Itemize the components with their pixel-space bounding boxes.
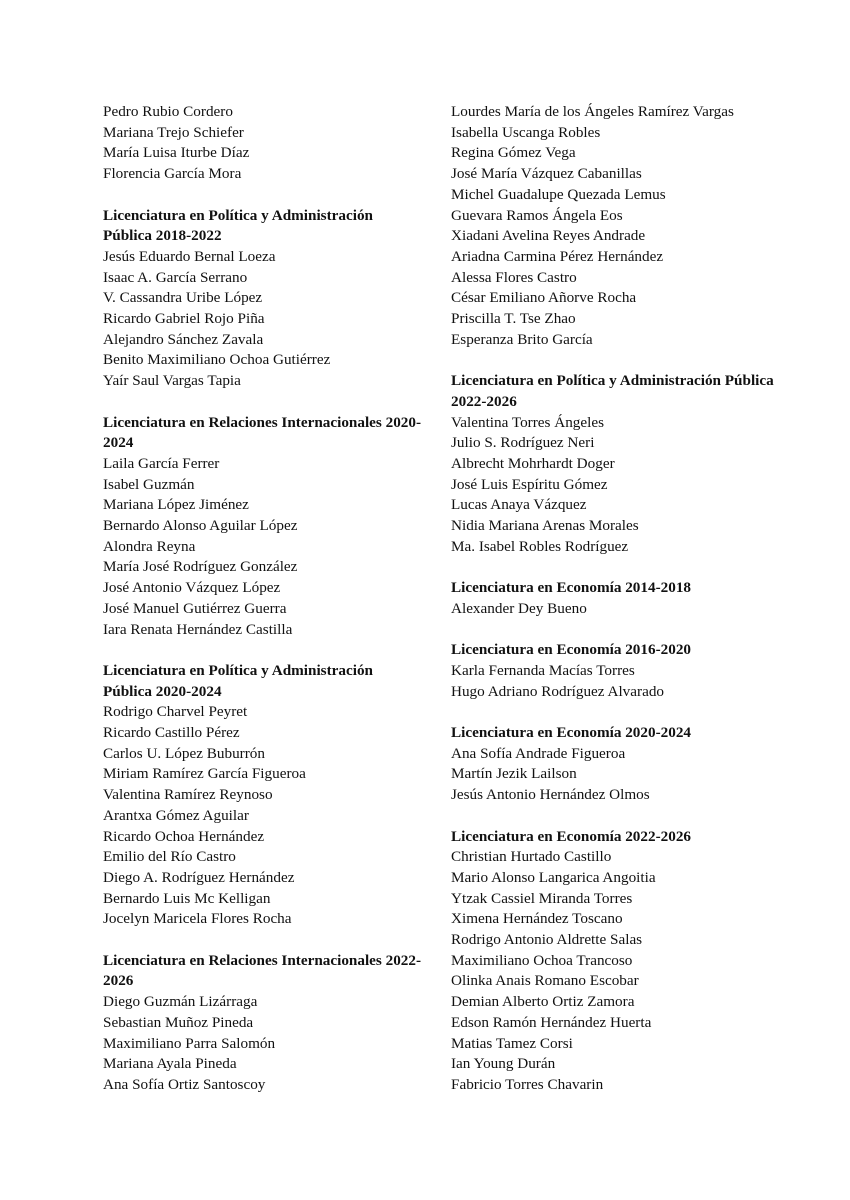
name-item: Esperanza Brito García <box>451 330 593 348</box>
name-item: José María Vázquez Cabanillas <box>451 165 642 183</box>
name-item: Mariana Trejo Schiefer <box>103 123 244 141</box>
program-heading: Licenciatura en Relaciones Internacionales 2020-2024 <box>103 413 422 452</box>
name-item: Rodrigo Charvel Peyret <box>103 703 248 721</box>
name-list <box>451 599 781 620</box>
name-list <box>103 102 423 185</box>
name-item: Ricardo Castillo Pérez <box>103 724 240 742</box>
name-list <box>103 454 423 640</box>
name-list <box>451 744 781 806</box>
name-item: José Manuel Gutiérrez Guerra <box>103 599 287 617</box>
name-item: Ana Sofía Ortiz Santoscoy <box>103 1075 266 1093</box>
name-item: Alexander Dey Bueno <box>451 599 587 617</box>
program-heading: Licenciatura en Relaciones Internacionales 2022-2026 <box>103 951 422 990</box>
name-item: V. Cassandra Uribe López <box>103 289 263 307</box>
name-item: Diego Guzmán Lizárraga <box>103 993 258 1011</box>
name-item: María José Rodríguez González <box>103 558 298 576</box>
name-item: Laila García Ferrer <box>103 454 220 472</box>
program-group <box>451 827 781 1096</box>
name-item: Jesús Eduardo Bernal Loeza <box>103 247 276 265</box>
name-item: Fabricio Torres Chavarin <box>451 1075 604 1093</box>
name-item: Isabel Guzmán <box>103 475 195 493</box>
name-item: Ana Sofía Andrade Figueroa <box>451 744 626 762</box>
program-group <box>103 206 423 392</box>
program-group <box>451 102 781 350</box>
name-item: Diego A. Rodríguez Hernández <box>103 868 295 886</box>
name-item: Sebastian Muñoz Pineda <box>103 1013 254 1031</box>
name-item: Priscilla T. Tse Zhao <box>451 310 576 328</box>
program-group <box>103 951 423 1096</box>
name-item: César Emiliano Añorve Rocha <box>451 289 637 307</box>
name-item: Demian Alberto Ortiz Zamora <box>451 993 635 1011</box>
name-item: Alejandro Sánchez Zavala <box>103 330 264 348</box>
name-item: Lucas Anaya Vázquez <box>451 496 587 514</box>
program-group <box>103 102 423 185</box>
name-item: Bernardo Alonso Aguilar López <box>103 517 298 535</box>
name-item: Jocelyn Maricela Flores Rocha <box>103 910 292 928</box>
name-item: Emilio del Río Castro <box>103 848 236 866</box>
name-item: Hugo Adriano Rodríguez Alvarado <box>451 682 665 700</box>
program-heading: Licenciatura en Política y Administración Pública 2022-2026 <box>451 372 774 410</box>
name-item: Karla Fernanda Macías Torres <box>451 661 635 679</box>
program-group <box>451 371 781 557</box>
name-list <box>451 413 781 558</box>
name-item: Edson Ramón Hernández Huerta <box>451 1013 652 1031</box>
name-item: Pedro Rubio Cordero <box>103 103 233 120</box>
name-item: Ma. Isabel Robles Rodríguez <box>451 537 629 555</box>
name-item: Rodrigo Antonio Aldrette Salas <box>451 931 643 949</box>
name-item: Nidia Mariana Arenas Morales <box>451 517 639 535</box>
name-list <box>451 847 781 1095</box>
name-item: Mario Alonso Langarica Angoitia <box>451 868 656 886</box>
name-item: Maximiliano Ochoa Trancoso <box>451 951 633 969</box>
name-item: Ian Young Durán <box>451 1055 556 1073</box>
name-item: Florencia García Mora <box>103 165 242 183</box>
name-item: Ricardo Gabriel Rojo Piña <box>103 310 265 328</box>
program-heading: Licenciatura en Economía 2022-2026 <box>451 827 692 845</box>
program-group <box>103 413 423 641</box>
name-item: Olinka Anais Romano Escobar <box>451 972 639 990</box>
program-heading: Licenciatura en Economía 2020-2024 <box>451 724 692 742</box>
name-item: José Luis Espíritu Gómez <box>451 475 608 493</box>
name-item: Martín Jezik Lailson <box>451 765 577 783</box>
name-item: Mariana López Jiménez <box>103 496 249 514</box>
name-item: Maximiliano Parra Salomón <box>103 1034 276 1052</box>
name-item: Mariana Ayala Pineda <box>103 1055 237 1073</box>
name-item: Regina Gómez Vega <box>451 144 576 162</box>
name-item: José Antonio Vázquez López <box>103 579 281 597</box>
name-item: Christian Hurtado Castillo <box>451 848 612 866</box>
program-group <box>451 723 781 806</box>
program-group <box>103 661 423 930</box>
name-item: Iara Renata Hernández Castilla <box>103 620 293 638</box>
name-list <box>451 661 781 702</box>
name-item: Miriam Ramírez García Figueroa <box>103 765 306 783</box>
name-list <box>103 702 423 930</box>
name-item: María Luisa Iturbe Díaz <box>103 144 250 162</box>
program-heading: Licenciatura en Política y Administración Pública 2020-2024 <box>103 661 373 700</box>
name-list <box>103 247 423 392</box>
program-heading: Licenciatura en Economía 2016-2020 <box>451 641 692 659</box>
program-heading: Licenciatura en Política y Administración Pública 2018-2022 <box>103 206 373 245</box>
name-item: Lourdes María de los Ángeles Ramírez Vargas <box>451 103 734 120</box>
name-item: Bernardo Luis Mc Kelligan <box>103 889 271 907</box>
name-item: Valentina Ramírez Reynoso <box>103 786 273 804</box>
name-item: Jesús Antonio Hernández Olmos <box>451 786 650 804</box>
name-item: Isabella Uscanga Robles <box>451 123 601 141</box>
name-item: Ximena Hernández Toscano <box>451 910 623 928</box>
name-item: Xiadani Avelina Reyes Andrade <box>451 227 646 245</box>
left-column <box>103 102 423 1116</box>
name-item: Valentina Torres Ángeles <box>451 413 605 431</box>
name-list <box>103 992 423 1096</box>
name-item: Yaír Saul Vargas Tapia <box>103 372 241 390</box>
name-item: Guevara Ramos Ángela Eos <box>451 206 623 224</box>
right-column <box>451 102 781 1116</box>
name-item: Julio S. Rodríguez Neri <box>451 434 595 452</box>
program-heading: Licenciatura en Economía 2014-2018 <box>451 579 692 597</box>
name-item: Isaac A. García Serrano <box>103 268 248 286</box>
name-item: Carlos U. López Buburrón <box>103 744 265 762</box>
name-item: Alondra Reyna <box>103 537 196 555</box>
name-item: Ariadna Carmina Pérez Hernández <box>451 247 664 265</box>
name-item: Albrecht Mohrhardt Doger <box>451 454 615 472</box>
name-item: Matias Tamez Corsi <box>451 1034 573 1052</box>
program-group <box>451 640 781 702</box>
name-item: Arantxa Gómez Aguilar <box>103 806 249 824</box>
program-group <box>451 578 781 619</box>
name-item: Ricardo Ochoa Hernández <box>103 827 265 845</box>
name-item: Ytzak Cassiel Miranda Torres <box>451 889 633 907</box>
name-item: Michel Guadalupe Quezada Lemus <box>451 185 666 203</box>
name-item: Benito Maximiliano Ochoa Gutiérrez <box>103 351 331 369</box>
name-list <box>451 102 781 350</box>
name-item: Alessa Flores Castro <box>451 268 577 286</box>
